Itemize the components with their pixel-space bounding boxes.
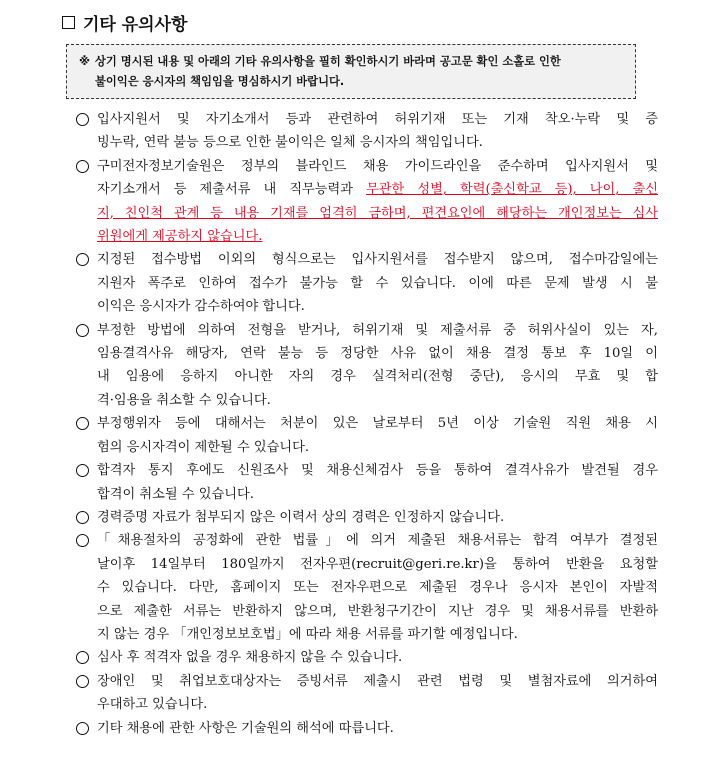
item-line: 지정된 접수방법 이외의 형식으로는 입사지원서를 접수받지 않으며, 접수마감일에는: [97, 252, 658, 268]
circle-bullet-icon: [76, 253, 89, 266]
list-item: [76, 529, 658, 646]
item-line: 지 않는 경우 「개인정보보호법」에 따라 채용 서류를 파기할 예정입니다.: [97, 626, 518, 642]
section-heading: [62, 10, 187, 35]
emphasis-text: 무관한 성별, 학력(출신학교 등), 나이, 출신: [366, 182, 658, 198]
item-line: 입사지원서 및 자기소개서 등과 관련하여 허위기재 또는 기재 착오·누락 및 증: [97, 112, 658, 127]
item-line-plain: 자기소개서 등 제출서류 내 직무능력과: [97, 182, 367, 198]
notice-line-1: 상기 명시된 내용 및 아래의 기타 유의사항을 필히 확인하시기 바라며 공고문 확인 소홀로 인한: [95, 55, 561, 68]
item-line: 심사 후 적격자 없을 경우 채용하지 않을 수 있습니다.: [97, 650, 403, 666]
item-line: 이익은 응시자가 감수하여야 합니다.: [97, 299, 305, 315]
list-item: [76, 717, 658, 740]
item-line: 내 임용에 응하지 아니한 자의 경우 실격처리(전형 중단), 응시의 무효 및 합: [97, 369, 658, 385]
item-line: 지원자 폭주로 인하여 접수가 불가능 할 수 있습니다. 이에 따른 문제 발생 시 불: [97, 275, 658, 291]
list-item: [76, 646, 658, 669]
item-line: 합격자 통지 후에도 신원조사 및 채용신체검사 등을 통하여 결격사유가 발견될 경우: [97, 463, 658, 479]
item-line: 빙누락, 연락 불능 등으로 인한 불이익은 일체 응시자의 책임입니다.: [97, 135, 483, 151]
list-item: [76, 155, 658, 249]
list-item: [76, 412, 658, 459]
list-item: [76, 248, 658, 318]
empty-checkbox-icon: [62, 16, 75, 29]
list-item: [76, 108, 658, 155]
circle-bullet-icon: [76, 722, 89, 735]
section-title: 기타 유의사항: [83, 15, 188, 35]
circle-bullet-icon: [76, 160, 89, 173]
circle-bullet-icon: [76, 417, 89, 430]
item-line: 구미전자정보기술원은 정부의 블라인드 채용 가이드라인을 준수하며 입사지원서 및: [97, 158, 658, 174]
notice-box: [66, 44, 636, 99]
list-item: [76, 670, 658, 717]
item-line: 「채용절차의 공정화에 관한 법률」에 의거 제출된 채용서류는 합격 여부가 결정된: [97, 533, 658, 549]
circle-bullet-icon: [76, 511, 89, 524]
item-line: 부정행위자 등에 대해서는 처분이 있은 날로부터 5년 이상 기술원 직원 채용 시: [97, 416, 658, 432]
notice-line-2: 불이익은 응시자의 책임임을 명심하시기 바랍니다.: [95, 75, 345, 88]
item-line: 경력증명 자료가 첨부되지 않은 이력서 상의 경력은 인정하지 않습니다.: [97, 509, 505, 525]
item-line: 격·임용을 취소할 수 있습니다.: [97, 392, 271, 408]
item-line: 부정한 방법에 의하여 전형을 받거나, 허위기재 및 제출서류 중 허위사실이 있는 자,: [97, 322, 658, 338]
item-line: 험의 응시자격이 제한될 수 있습니다.: [97, 439, 310, 455]
item-line: 합격이 취소될 수 있습니다.: [97, 486, 254, 502]
circle-bullet-icon: [76, 464, 89, 477]
item-line: 날이후 14일부터 180일까지 전자우편(recruit@geri.re.kr)을 통하여 반환을 요청할: [97, 556, 658, 572]
list-item: [76, 319, 658, 413]
item-line: 기타 채용에 관한 사항은 기술원의 해석에 따릅니다.: [97, 720, 394, 736]
notice-list: [76, 108, 658, 740]
list-item: [76, 506, 658, 529]
circle-bullet-icon: [76, 113, 89, 126]
list-item: [76, 459, 658, 506]
emphasis-line: 위원에게 제공하지 않습니다.: [97, 229, 263, 245]
item-line: 임용결격사유 해당자, 연락 불능 등 정당한 사유 없이 채용 결정 통보 후 10일 이: [97, 346, 658, 362]
item-line-mixed: [97, 178, 658, 201]
circle-bullet-icon: [76, 675, 89, 688]
item-line: 장애인 및 취업보호대상자는 증빙서류 제출시 관련 법령 및 별첨자료에 의거하여: [97, 673, 658, 689]
circle-bullet-icon: [76, 534, 89, 547]
reference-mark-icon: ※: [79, 55, 90, 68]
item-line: 수 있습니다. 다만, 홈페이지 또는 전자우편으로 제출된 경우나 응시자 본인이 자발적: [97, 580, 658, 596]
item-line: 우대하고 있습니다.: [97, 697, 208, 713]
circle-bullet-icon: [76, 324, 89, 337]
item-line: 으로 제출한 서류는 반환하지 않으며, 반환청구기간이 지난 경우 및 채용서류를 반환하: [97, 603, 658, 619]
circle-bullet-icon: [76, 651, 89, 664]
emphasis-line: 지, 친인척 관계 등 내용 기재를 엄격히 금하며, 편견요인에 해당하는 개인정보는 심사: [97, 205, 658, 221]
